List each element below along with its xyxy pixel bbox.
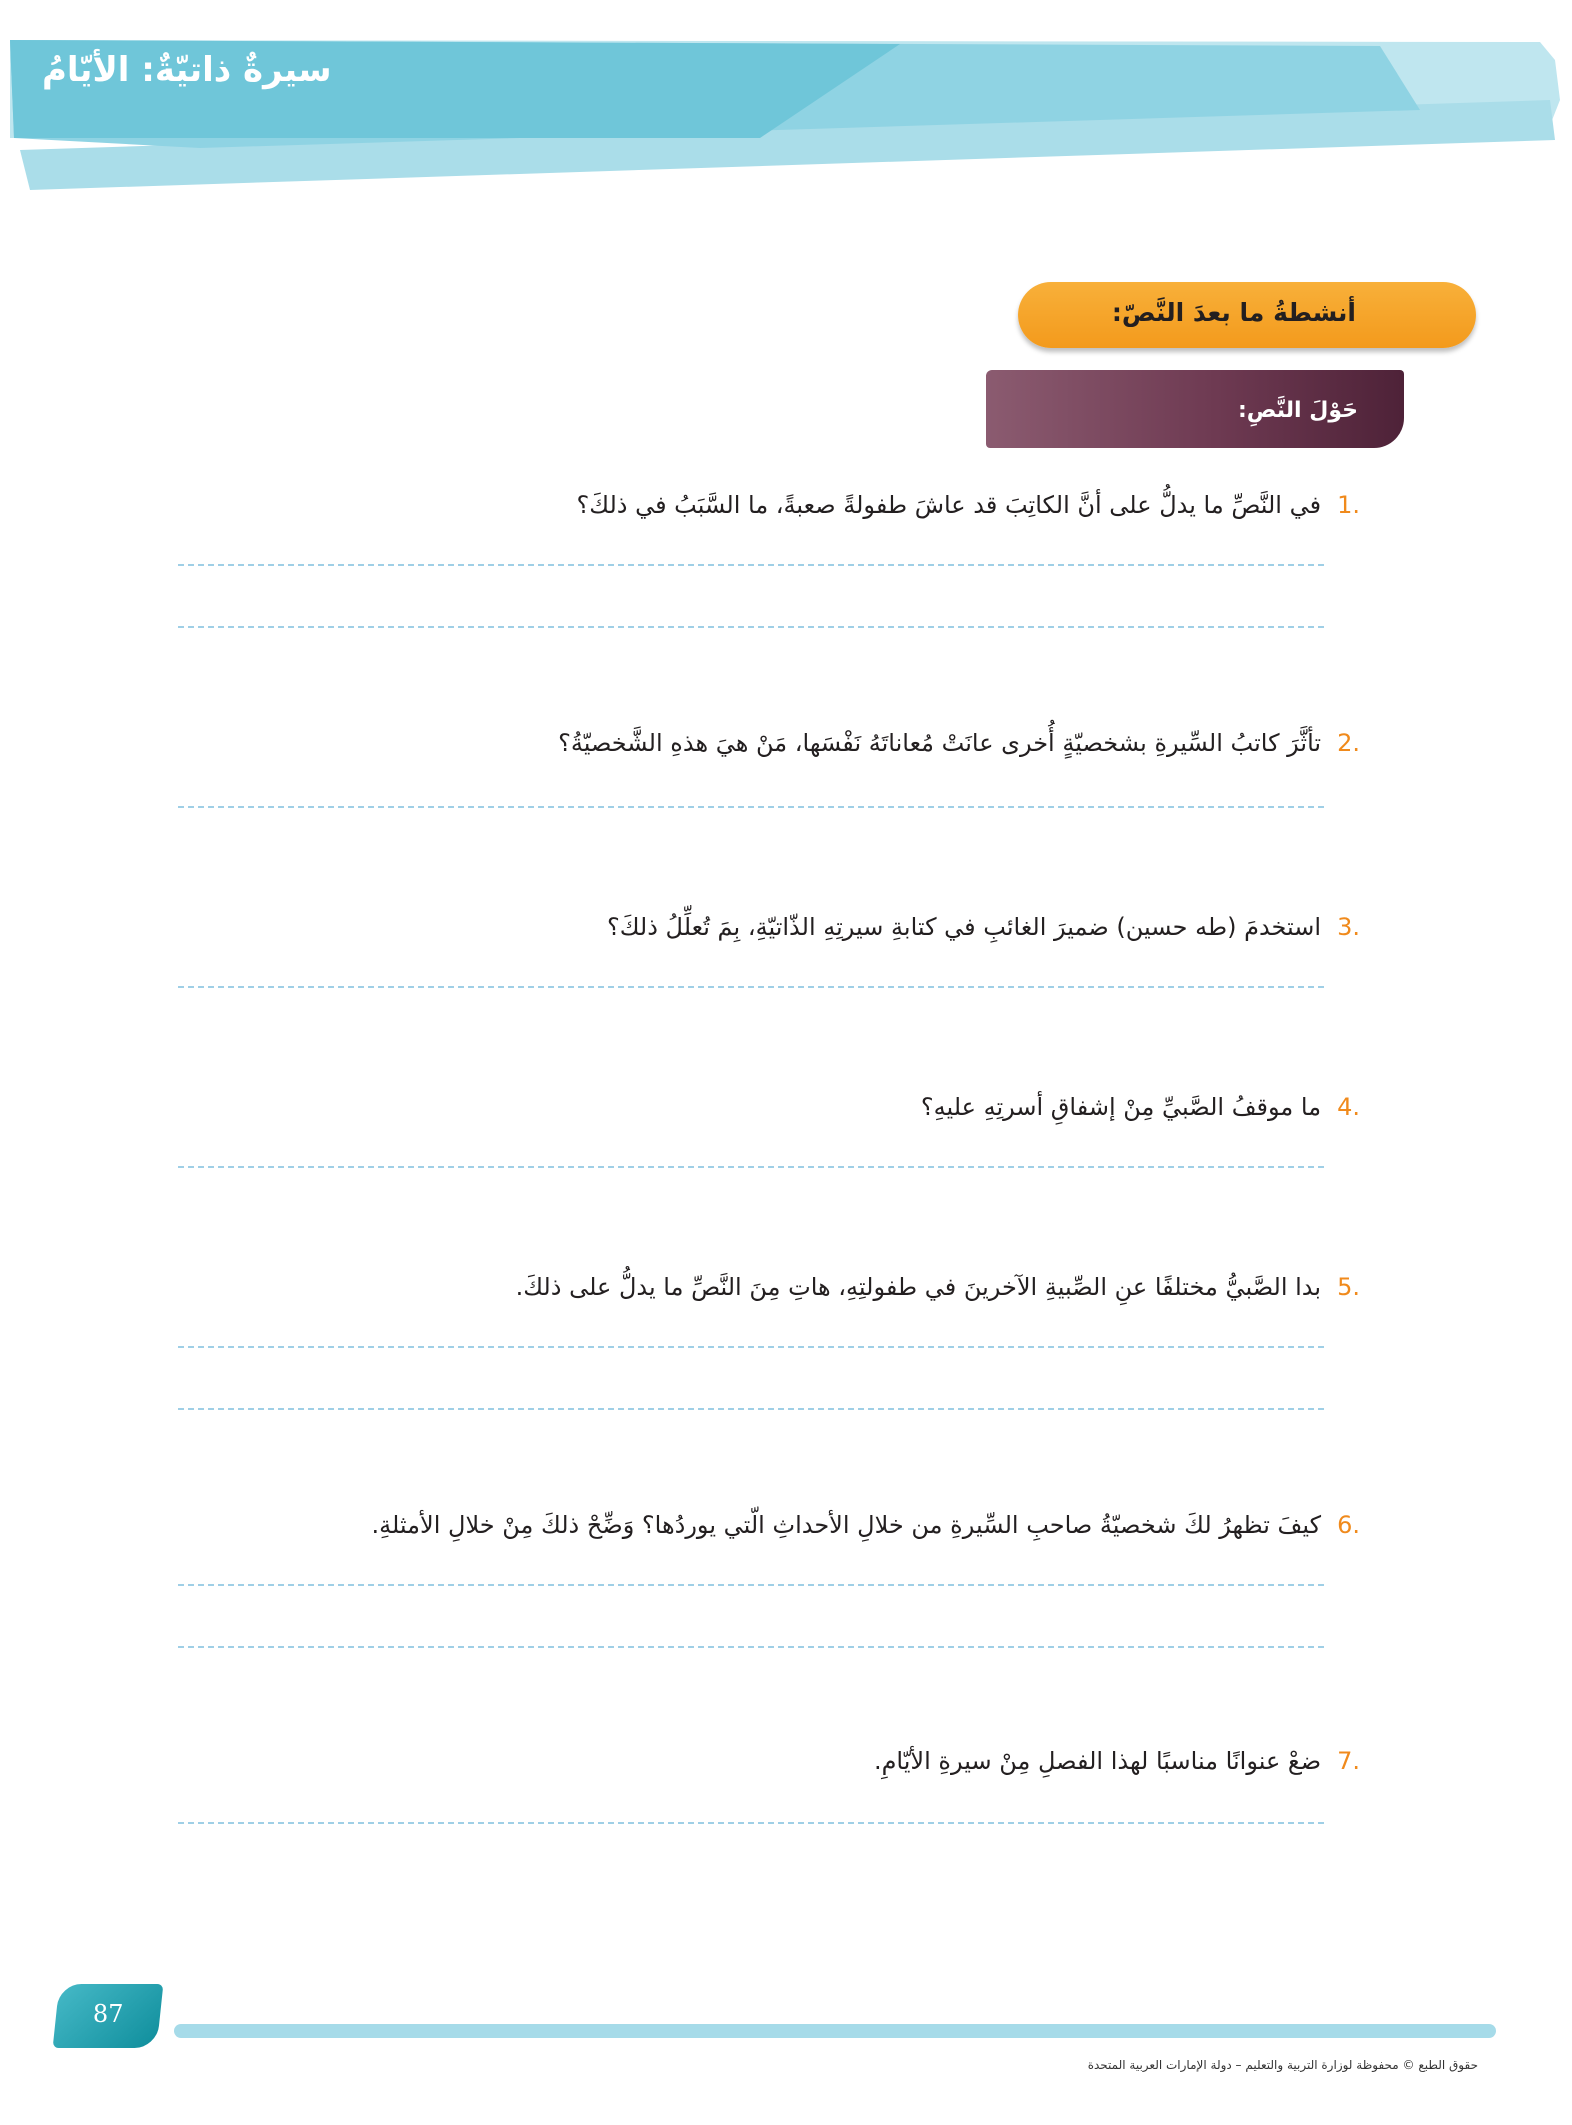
answer-line[interactable] bbox=[178, 1346, 1324, 1348]
question-6 bbox=[180, 1508, 1360, 1542]
answer-line[interactable] bbox=[178, 626, 1324, 628]
question-number: .1 bbox=[1337, 491, 1360, 519]
answer-line[interactable] bbox=[178, 564, 1324, 566]
question-5 bbox=[180, 1270, 1360, 1304]
question-text: ضعْ عنوانًا مناسبًا لهذا الفصلِ مِنْ سيرةِ الأيّامِ. bbox=[873, 1747, 1322, 1775]
page-number-badge bbox=[53, 1984, 164, 2048]
answer-line[interactable] bbox=[178, 1822, 1324, 1824]
answer-line[interactable] bbox=[178, 806, 1324, 808]
question-text: ما موقفُ الصَّبيِّ مِنْ إشفاقِ أسرتِهِ عليهِ؟ bbox=[920, 1093, 1322, 1121]
page-title: سيرةٌ ذاتيّةٌ: الأيّامُ bbox=[42, 50, 332, 90]
header-banner bbox=[0, 0, 1572, 200]
question-text: كيفَ تظهرُ لكَ شخصيّةُ صاحبِ السِّيرةِ من خلالِ الأحداثِ الّتي يوردُها؟ وَضِّحْ ذلكَ مِنْ خلالِ الأمثلةِ. bbox=[371, 1511, 1322, 1539]
question-3 bbox=[180, 910, 1360, 944]
question-text: بدا الصَّبيُّ مختلفًا عنِ الصِّبيةِ الآخرينَ في طفولتِهِ، هاتِ مِنَ النَّصِّ ما يدلُّ على ذلكَ. bbox=[515, 1273, 1322, 1301]
question-text: استخدمَ (طه حسين) ضميرَ الغائبِ في كتابةِ سيرتِهِ الذّاتيّةِ، بِمَ تُعلِّلُ ذلكَ؟ bbox=[606, 913, 1322, 941]
question-number: .3 bbox=[1337, 913, 1360, 941]
copyright-notice: حقوق الطبع © محفوظة لوزارة التربية والتعليم – دولة الإمارات العربية المتحدة bbox=[1087, 2058, 1478, 2072]
question-2 bbox=[180, 726, 1360, 760]
question-number: .4 bbox=[1337, 1093, 1360, 1121]
subsection-heading-label: حَوْلَ النَّصِ: bbox=[1238, 398, 1358, 423]
question-text: في النَّصِّ ما يدلُّ على أنَّ الكاتِبَ قد عاشَ طفولةً صعبةً، ما السَّبَبُ في ذلكَ؟ bbox=[576, 491, 1322, 519]
section-heading-label: أنشطةُ ما بعدَ النَّصّ: bbox=[1111, 298, 1356, 327]
section-heading bbox=[1018, 282, 1476, 348]
answer-line[interactable] bbox=[178, 1408, 1324, 1410]
answer-line[interactable] bbox=[178, 1646, 1324, 1648]
answer-line[interactable] bbox=[178, 1584, 1324, 1586]
question-text: تأثَّرَ كاتبُ السِّيرةِ بشخصيّةٍ أُخرى عانَتْ مُعاناتَهُ نَفْسَها، مَنْ هيَ هذهِ الشَّخصيّةُ؟ bbox=[558, 729, 1322, 757]
question-number: .6 bbox=[1337, 1511, 1360, 1539]
answer-line[interactable] bbox=[178, 1166, 1324, 1168]
question-number: .5 bbox=[1337, 1273, 1360, 1301]
question-1 bbox=[180, 488, 1360, 522]
question-7 bbox=[180, 1744, 1360, 1778]
question-number: .2 bbox=[1337, 729, 1360, 757]
subsection-heading bbox=[986, 370, 1404, 448]
page-number: 87 bbox=[92, 2000, 124, 2028]
answer-line[interactable] bbox=[178, 986, 1324, 988]
footer-bar bbox=[174, 2024, 1496, 2038]
question-4 bbox=[180, 1090, 1360, 1124]
question-number: .7 bbox=[1337, 1747, 1360, 1775]
